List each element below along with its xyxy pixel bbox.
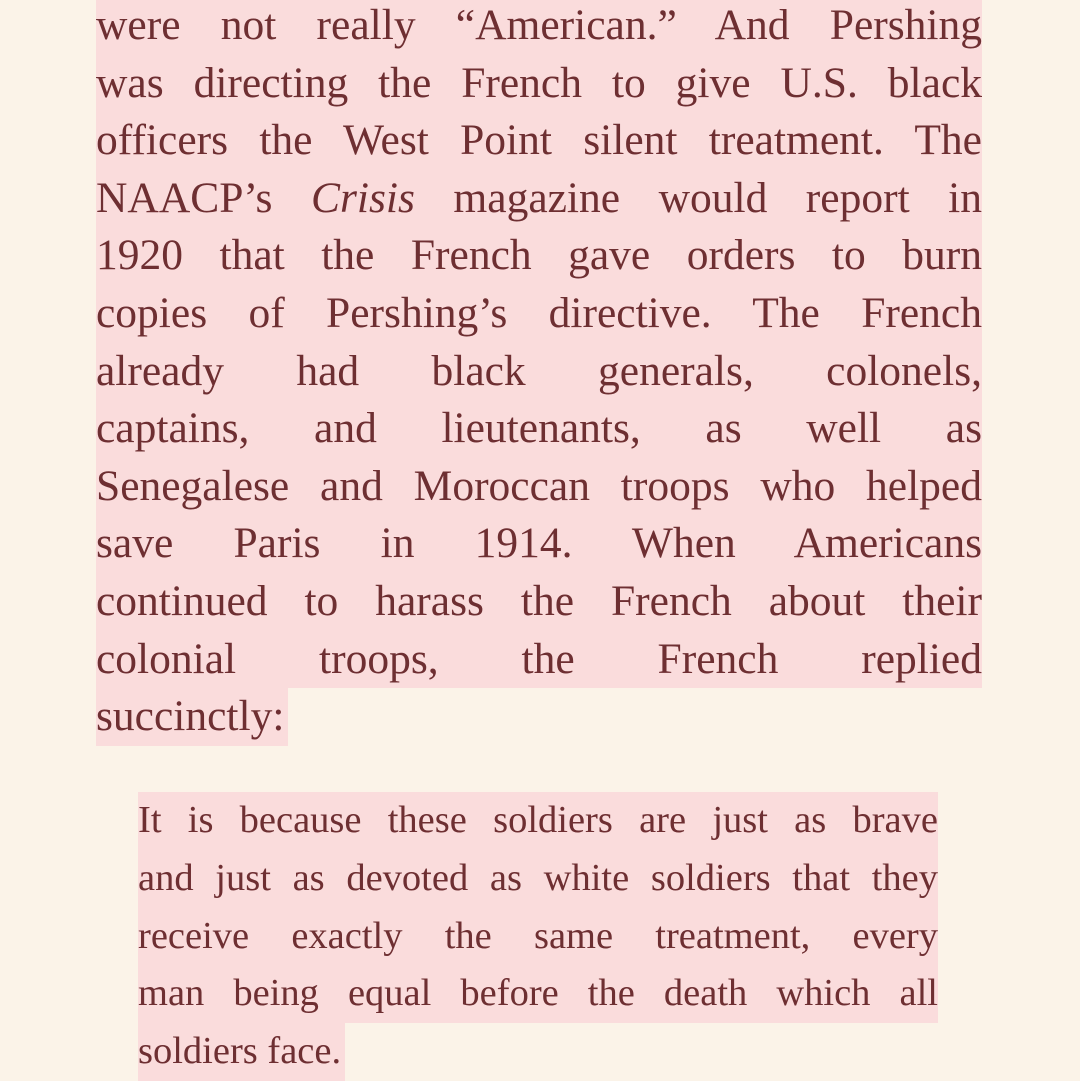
body-line-prefix: NAACP’s (96, 173, 311, 222)
body-line: save Paris in 1914. When Americans (96, 515, 982, 573)
body-line: was directing the French to give U.S. black (96, 55, 982, 113)
quote-line: man being equal before the death which all (138, 965, 938, 1023)
body-line: 1920 that the French gave orders to burn (96, 227, 982, 285)
body-line: were not really “American.” And Pershing (96, 0, 982, 55)
body-line: colonial troops, the French replied (96, 631, 982, 689)
body-line (96, 170, 982, 228)
quote-line: It is because these soldiers are just as brave (138, 792, 938, 850)
body-line: already had black generals, colonels, (96, 343, 982, 401)
body-line: Senegalese and Moroccan troops who helped (96, 458, 982, 516)
quote-line: and just as devoted as white soldiers that they (138, 850, 938, 908)
body-line: captains, and lieutenants, as well as (96, 400, 982, 458)
magazine-title: Crisis (310, 173, 415, 222)
body-line: copies of Pershing’s directive. The French (96, 285, 982, 343)
body-line-suffix: magazine would report in (414, 173, 982, 222)
body-line: succinctly: (96, 688, 288, 746)
body-paragraph (96, 0, 982, 746)
quote-line: soldiers face. (138, 1023, 345, 1081)
body-line: continued to harass the French about their (96, 573, 982, 631)
body-line: officers the West Point silent treatment. The (96, 112, 982, 170)
block-quote (138, 792, 938, 1081)
quote-line: receive exactly the same treatment, every (138, 908, 938, 966)
